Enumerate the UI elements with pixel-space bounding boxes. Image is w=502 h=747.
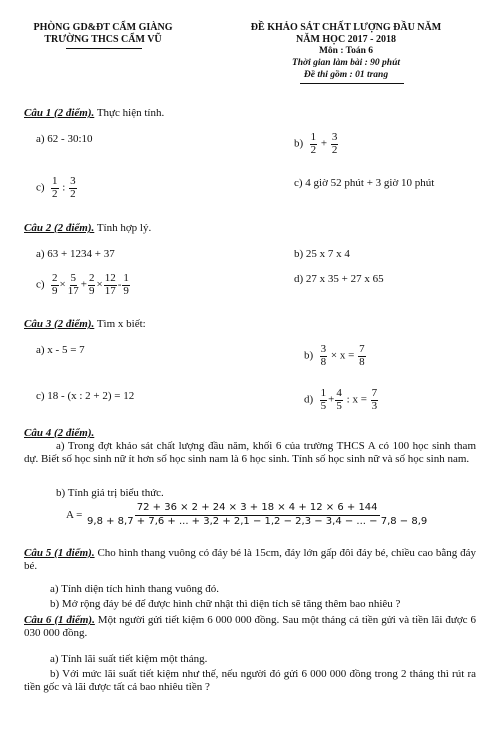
question-1-text: Thực hiện tính. [94, 107, 165, 119]
question-2-text: Tính hợp lý. [94, 222, 152, 234]
school-name: TRƯỜNG THCS CẨM VŨ [44, 34, 162, 45]
question-3-title: Câu 3 (2 điểm). [24, 318, 95, 330]
page-count: Đề thi gồm : 01 trang [303, 70, 389, 80]
expression-lhs: A = [66, 509, 83, 521]
q4-item-a: a) Trong đợt khảo sát chất lượng đầu năm, khối 6 của trường THCS A có 100 học sinh tham dự. Biết số học sinh nữ ít hơn số học sinh nam là 6 học sinh. Tính số học sinh nữ và số học sinh nam. [24, 440, 476, 465]
q3-b-label: b) [304, 349, 314, 362]
q3-item-b [304, 344, 367, 368]
school-underline [66, 48, 142, 49]
dept-name: PHÒNG GD&ĐT CẨM GIÀNG [33, 22, 173, 33]
fraction: $\frac{3}{2}$ [70, 175, 76, 200]
q2-item-a: a) 63 + 1234 + 37 [36, 248, 115, 260]
operator: + [328, 393, 335, 406]
q3-item-d [304, 388, 379, 412]
q1-item-a: a) 62 - 30:10 [36, 133, 93, 145]
fraction: $\frac{4}{5}$ [336, 387, 342, 412]
question-1-heading [24, 107, 164, 119]
q1-item-b [294, 132, 339, 156]
fraction: $\frac{2}{9}$ [88, 272, 95, 297]
question-4-title: Câu 4 (2 điểm). [24, 427, 95, 439]
fraction: $\frac{1}{5}$ [320, 387, 327, 412]
fraction: $\frac{3}{2}$ [331, 131, 338, 156]
q1-item-d: c) 4 giờ 52 phút + 3 giờ 10 phút [294, 177, 435, 189]
q2-item-b: b) 25 x 7 x 4 [294, 248, 350, 260]
q3-d-middle: : x = [346, 393, 367, 406]
question-5-paragraph [24, 547, 476, 573]
operator: × [59, 278, 66, 291]
expression-fraction [85, 502, 429, 528]
question-5-text: Cho hình thang vuông có đáy bé là 15cm, đáy lớn gấp đôi đáy bé, chiều cao bằng đáy bé. [24, 547, 476, 572]
question-6-title: Câu 6 (1 điểm). [24, 614, 95, 626]
question-6-paragraph [24, 614, 476, 640]
question-3-heading [24, 318, 146, 330]
time-limit: Thời gian làm bài : 90 phút [291, 58, 401, 68]
fraction: $\frac{7}{3}$ [371, 387, 378, 412]
operator: + [320, 137, 328, 150]
q3-item-a: a) x - 5 = 7 [36, 344, 85, 356]
exam-title: ĐỀ KHẢO SÁT CHẤT LƯỢNG ĐẦU NĂM [250, 22, 442, 33]
fraction: $\frac{5}{17}$ [67, 272, 79, 297]
question-3-text: Tìm x biết: [94, 318, 146, 330]
q5-item-b: b) Mở rộng đáy bé để được hình chữ nhật thì diện tích sẽ tăng thêm bao nhiêu ? [50, 598, 401, 610]
question-2-heading [24, 222, 151, 234]
q2-item-c [36, 273, 131, 297]
subject: Môn : Toán 6 [318, 46, 374, 56]
question-4-heading [24, 427, 94, 439]
expression-numerator: 72 + 36 × 2 + 24 × 3 + 18 × 4 + 12 × 6 + 144 [135, 502, 380, 516]
q1-item-c [36, 176, 78, 200]
expression-denominator: 9,8 + 8,7 + 7,6 + ... + 3,2 + 2,1 − 1,2 − 2,3 − 3,4 − ... − 7,8 − 8,9 [87, 515, 428, 527]
q2-c-label: c) [36, 278, 45, 291]
q4-item-b: b) Tính giá trị biểu thức. [56, 487, 164, 499]
question-1-title: Câu 1 (2 điểm). [24, 107, 95, 119]
operator: × [96, 278, 103, 291]
fraction: $\frac{2}{9}$ [52, 272, 58, 297]
q4-expression [66, 502, 429, 528]
fraction: $\frac{1}{2}$ [52, 175, 58, 200]
header-underline [300, 83, 404, 84]
question-2-title: Câu 2 (2 điểm). [24, 222, 95, 234]
fraction: $\frac{12}{17}$ [104, 272, 116, 297]
q3-item-c: c) 18 - (x : 2 + 2) = 12 [36, 390, 135, 402]
operator: : [62, 181, 66, 194]
fraction: $\frac{1}{9}$ [123, 272, 129, 297]
q5-item-a: a) Tính diện tích hình thang vuông đó. [50, 583, 220, 595]
q1-c-label: c) [36, 181, 45, 194]
operator: + [80, 278, 87, 291]
q6-item-a: a) Tính lãi suất tiết kiệm một tháng. [50, 653, 208, 665]
q2-item-d: d) 27 x 35 + 27 x 65 [294, 273, 384, 285]
operator: - [117, 278, 122, 291]
question-6-text: Một người gửi tiết kiệm 6 000 000 đồng. Sau một tháng cả tiền gửi và tiền lãi được 6 030 000 đồng. [24, 614, 476, 639]
fraction: $\frac{1}{2}$ [310, 131, 317, 156]
fraction: $\frac{7}{8}$ [359, 343, 365, 368]
school-year: NĂM HỌC 2017 - 2018 [296, 34, 396, 45]
q6-item-b: b) Với mức lãi suất tiết kiệm như thế, nếu người đó gửi 6 000 000 đồng trong 2 tháng thì rút ra tiền gốc và lãi được tất cả bao nhiêu tiền ? [24, 668, 476, 693]
q3-b-middle: × x = [330, 349, 355, 362]
q3-d-label: d) [304, 393, 314, 406]
fraction: $\frac{3}{8}$ [320, 343, 327, 368]
q1-b-label: b) [294, 137, 304, 150]
question-5-title: Câu 5 (1 điểm). [24, 547, 95, 559]
